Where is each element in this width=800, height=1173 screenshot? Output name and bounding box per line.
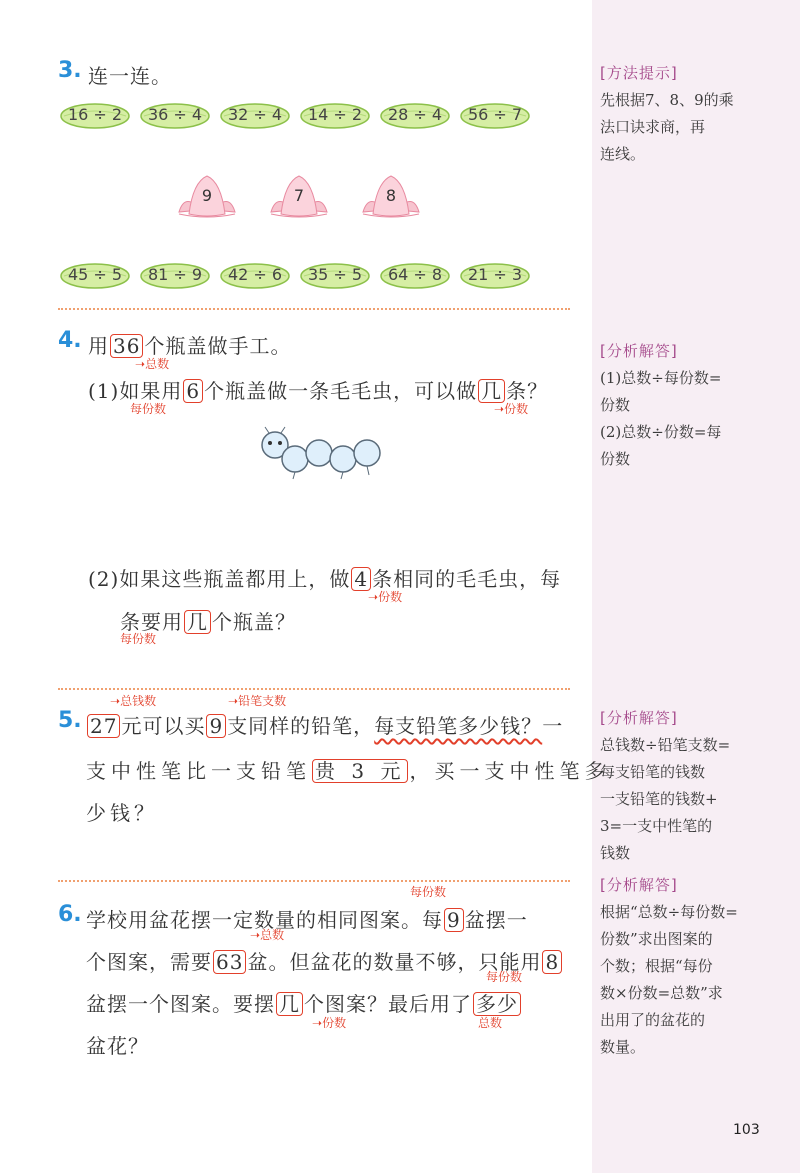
annotation-parts: ➝份数 <box>494 402 529 416</box>
expression-leaf[interactable] <box>140 262 210 290</box>
q4-stem-b: 个瓶盖做手工。 <box>144 334 292 358</box>
question-6-line-4: 盆花？ <box>86 1034 149 1058</box>
annotation-total-q6: ➝总数 <box>250 928 285 942</box>
expression-leaf[interactable] <box>380 102 450 130</box>
expression-label: 32 ÷ 4 <box>227 105 283 124</box>
annotation-pencils: ➝铅笔支数 <box>228 694 287 708</box>
lotus-number: 8 <box>385 186 397 205</box>
annotation-total: ➝总数 <box>135 357 170 371</box>
expression-leaf[interactable] <box>60 262 130 290</box>
question-4-part-1: (1)如果用 6 个瓶盖做一条毛毛虫，可以做 几 条？ <box>88 379 549 403</box>
expression-leaf[interactable] <box>140 102 210 130</box>
question-5-line-1: 27 元可以买 9 支同样的铅笔，每支铅笔多少钱？一 <box>86 710 563 739</box>
question-3-title: 连一连。 <box>88 64 172 88</box>
expression-label: 81 ÷ 9 <box>147 265 203 284</box>
annotation-total-q6-2: 总数 <box>478 1016 503 1030</box>
question-4-part-2-cont: 条要用 几 个瓶盖？ <box>120 610 296 634</box>
lotus-flower[interactable] <box>359 172 423 220</box>
expression-leaf[interactable] <box>220 262 290 290</box>
expression-leaf[interactable] <box>300 102 370 130</box>
expression-label: 28 ÷ 4 <box>387 105 443 124</box>
sidebar-block-title: [方法提示] <box>600 64 678 82</box>
expression-leaf[interactable] <box>460 262 530 290</box>
expression-label: 45 ÷ 5 <box>67 265 123 284</box>
sidebar-block-q6: [分析解答] 根据“总数÷每份数= 份数”求出图案的 个数；根据“每份 数×份数=总数”求 出用了的盆花的 数量。 <box>600 872 795 1061</box>
expression-leaf[interactable] <box>60 102 130 130</box>
sidebar-block-q4: [分析解答] (1)总数÷每份数= 份数 (2)总数÷份数=每 份数 <box>600 338 795 473</box>
expression-leaf[interactable] <box>380 262 450 290</box>
sidebar-block-title: [分析解答] <box>600 709 678 727</box>
question-6-line-2: 个图案，需要 63 盆。但盆花的数量不够，只能用 8 <box>86 946 563 975</box>
sidebar-block-title: [分析解答] <box>600 876 678 894</box>
expression-label: 16 ÷ 2 <box>67 105 123 124</box>
section-divider <box>58 688 570 690</box>
lotus-number: 9 <box>201 186 213 205</box>
page-number: 103 <box>733 1122 760 1138</box>
expression-label: 36 ÷ 4 <box>147 105 203 124</box>
question-6-number: 6. <box>58 902 82 927</box>
lotus-number: 7 <box>293 186 305 205</box>
question-6-line-1: 学校用盆花摆一定数量的相同图案。每 9 盆摆一 <box>86 908 528 932</box>
expression-label: 42 ÷ 6 <box>227 265 283 284</box>
question-3-number: 3. <box>58 58 82 83</box>
expression-label: 64 ÷ 8 <box>387 265 443 284</box>
lotus-flower[interactable] <box>267 172 331 220</box>
expression-leaf[interactable] <box>220 102 290 130</box>
q4-stem-box: 36 <box>110 334 143 358</box>
section-divider <box>58 308 570 310</box>
question-4-stem <box>88 330 291 359</box>
lotus-flower[interactable] <box>175 172 239 220</box>
section-divider <box>58 880 570 882</box>
annotation-each-2: 每份数 <box>120 632 157 646</box>
question-5-number: 5. <box>58 708 82 733</box>
caterpillar-illustration <box>255 425 405 485</box>
sidebar-block-method: [方法提示] 先根据7、8、9的乘 法口诀求商，再 连线。 <box>600 60 795 168</box>
annotation-each-q6: 每份数 <box>410 885 447 899</box>
q4-stem-a: 用 <box>88 334 109 358</box>
question-5-line-3: 少钱？ <box>86 801 158 825</box>
expression-label: 14 ÷ 2 <box>307 105 363 124</box>
question-6-line-3: 盆摆一个图案。要摆 几 个图案？最后用了 多少 <box>86 988 522 1017</box>
annotation-total-money: ➝总钱数 <box>110 694 157 708</box>
expression-label: 21 ÷ 3 <box>467 265 523 284</box>
annotation-each-q6-2: 每份数 <box>486 970 523 984</box>
expression-label: 35 ÷ 5 <box>307 265 363 284</box>
question-4-number: 4. <box>58 328 82 353</box>
question-5-line-2: 支中性笔比一支铅笔 贵 3 元 ，买一支中性笔多 <box>86 759 610 783</box>
sidebar-block-q5: [分析解答] 总钱数÷铅笔支数= 每支铅笔的钱数 一支铅笔的钱数+ 3=一支中性笔的 钱数 <box>600 705 795 867</box>
expression-leaf[interactable] <box>300 262 370 290</box>
expression-leaf[interactable] <box>460 102 530 130</box>
expression-label: 56 ÷ 7 <box>467 105 523 124</box>
annotation-parts-2: ➝份数 <box>368 590 403 604</box>
annotation-parts-q6: ➝份数 <box>312 1016 347 1030</box>
sidebar-block-title: [分析解答] <box>600 342 678 360</box>
question-4-part-2: (2)如果这些瓶盖都用上，做 4 条相同的毛毛虫，每 <box>88 567 562 591</box>
annotation-each: 每份数 <box>130 402 167 416</box>
